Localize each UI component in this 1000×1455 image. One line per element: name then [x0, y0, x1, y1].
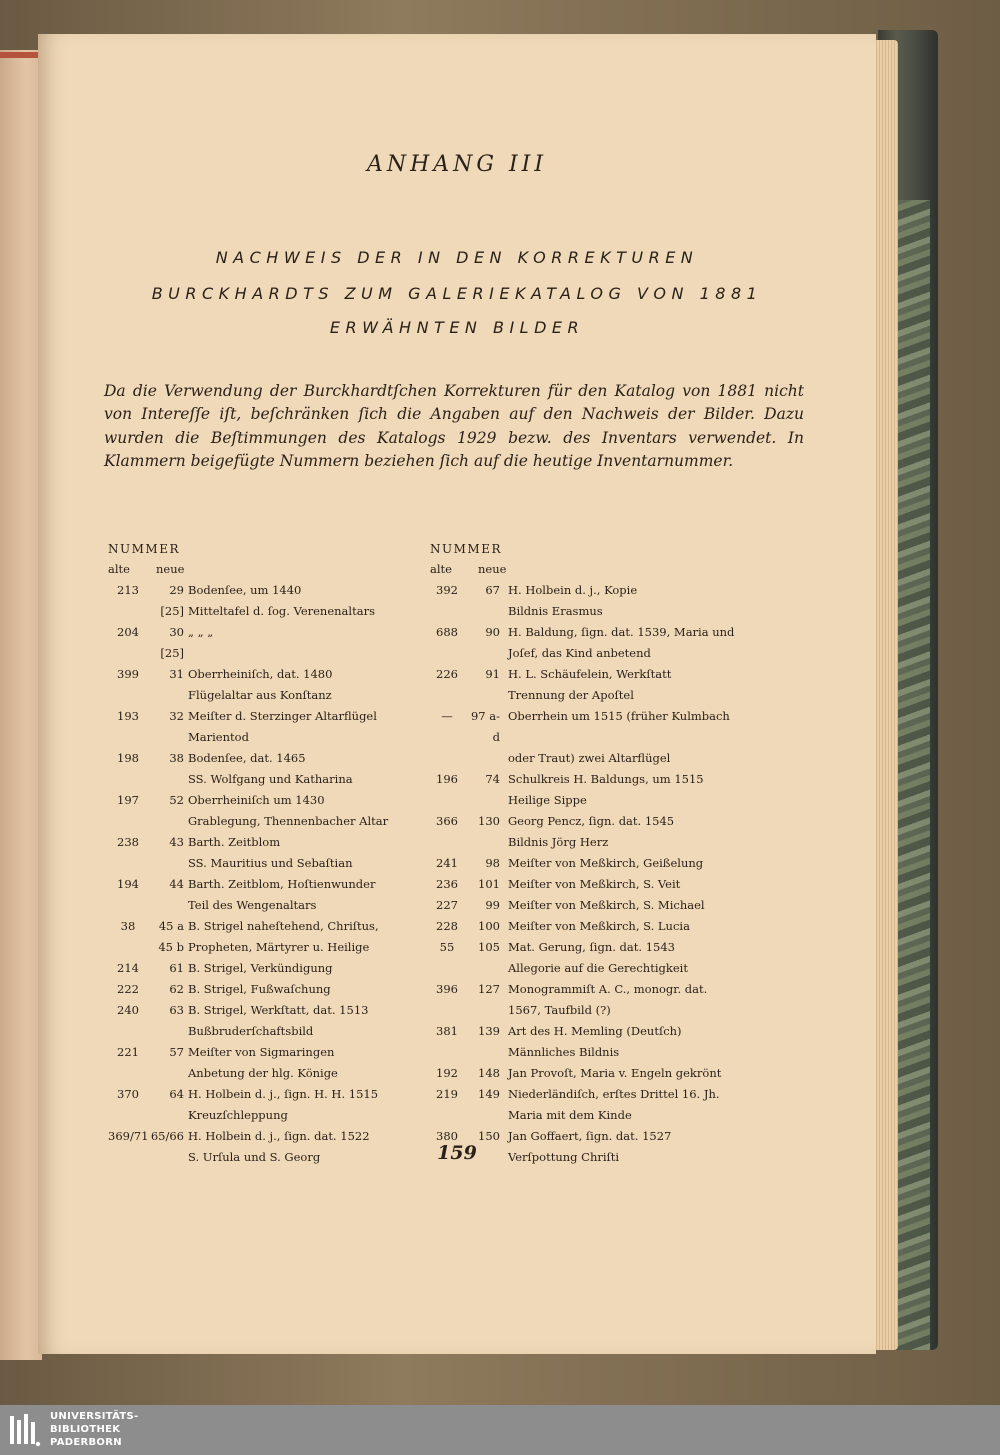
entry-old-number: [108, 937, 148, 958]
table-row: [108, 685, 448, 706]
book-page: [38, 34, 876, 1354]
entry-description: Meiſter von Meßkirch, S. Lucia: [508, 919, 690, 933]
entry-old-number: [430, 1105, 464, 1126]
entry-new-number: 61: [169, 961, 184, 975]
entry-old-number: 197: [117, 793, 139, 807]
column-header-title: NUMMER: [430, 542, 502, 556]
entry-description: H. Holbein d. j., ſign. H. H. 1515: [188, 1087, 379, 1101]
entry-description: Meiſter von Meßkirch, Geißelung: [508, 856, 704, 870]
table-row: [430, 832, 775, 853]
entry-description: H. L. Schäufelein, Werkſtatt: [508, 667, 672, 681]
entry-old-number: [430, 685, 464, 706]
entry-new-number: 97 a-d: [470, 709, 500, 744]
entry-old-number: [430, 832, 464, 853]
entry-description: Trennung der Apoſtel: [508, 688, 634, 702]
entry-description: Oberrheiniſch, dat. 1480: [188, 667, 333, 681]
left-rows: [108, 580, 448, 1168]
page-number: 159: [437, 1142, 477, 1164]
entry-description: Jan Provoſt, Maria v. Engeln gekrönt: [508, 1066, 722, 1080]
entry-old-number: [108, 601, 148, 622]
entry-old-number: 219: [436, 1087, 458, 1101]
entry-new-number: 148: [478, 1066, 500, 1080]
entry-old-number: [108, 769, 148, 790]
table-row: [430, 937, 775, 958]
entry-description: H. Holbein d. j., Kopie: [508, 583, 638, 597]
table-row: [108, 979, 448, 1000]
table-row: [430, 685, 775, 706]
table-row: [108, 664, 448, 685]
table-row: [108, 874, 448, 895]
table-row: [430, 643, 775, 664]
entry-new-number: 45 a: [158, 919, 184, 933]
table-row: [430, 1105, 775, 1126]
entry-new-number: [464, 958, 508, 979]
table-row: [430, 790, 775, 811]
entry-description: Allegorie auf die Gerechtigkeit: [508, 961, 688, 975]
table-row: [108, 748, 448, 769]
entry-old-number: —: [441, 709, 453, 723]
entry-old-number: 226: [436, 667, 458, 681]
entry-description: Verſpottung Chriſti: [508, 1150, 620, 1164]
entry-new-number: 91: [485, 667, 500, 681]
entry-old-number: 370: [117, 1087, 139, 1101]
entry-old-number: [430, 1042, 464, 1063]
entry-old-number: [430, 1000, 464, 1021]
entry-description: Barth. Zeitblom: [188, 835, 281, 849]
entry-new-number: [464, 685, 508, 706]
entry-new-number: [464, 790, 508, 811]
entry-old-number: [108, 1105, 148, 1126]
entry-old-number: [108, 853, 148, 874]
entry-new-number: 57: [169, 1045, 184, 1059]
entry-description: Mitteltafel d. ſog. Verenenaltars: [188, 604, 375, 618]
table-row: [430, 853, 775, 874]
entry-description: Bodenſee, dat. 1465: [188, 751, 306, 765]
heading-line-3: ERWÄHNTEN BILDER: [329, 318, 585, 337]
table-row: [430, 580, 775, 601]
entry-description: Heilige Sippe: [508, 793, 587, 807]
table-row: [430, 895, 775, 916]
entry-old-number: [430, 748, 464, 769]
table-row: [108, 1000, 448, 1021]
entry-description: Propheten, Märtyrer u. Heilige: [188, 940, 370, 954]
entry-new-number: [464, 643, 508, 664]
intro-paragraph: Da die Verwendung der Burckhardtſchen Korrekturen für den Katalog von 1881 nicht von Intereſſe iſt, beſchränken ſich die Angaben auf den Nachweis der Bilder. Dazu wurden die Beſtimmungen des Katalogs 1929 bezw. des Inventars verwendet. In Klammern beigefügte Nummern beziehen ſich auf die heutige Inventarnummer.: [104, 382, 804, 470]
entry-description: B. Strigel naheſtehend, Chriſtus,: [188, 919, 379, 933]
entry-old-number: 392: [436, 583, 458, 597]
left-page-edge: [0, 50, 42, 1360]
entry-description: Männliches Bildnis: [508, 1045, 620, 1059]
entry-description: oder Traut) zwei Altarflügel: [508, 751, 671, 765]
entry-new-number: 67: [485, 583, 500, 597]
table-row: [108, 790, 448, 811]
entry-new-number: [464, 832, 508, 853]
library-name-line: PADERBORN: [50, 1437, 122, 1448]
entry-old-number: 396: [436, 982, 458, 996]
column-header-neue: neue: [478, 562, 507, 576]
entry-old-number: [430, 601, 464, 622]
entry-description: Meiſter d. Sterzinger Altarflügel: [188, 709, 377, 723]
column-subheader: [108, 559, 448, 580]
entry-description: Marientod: [188, 730, 249, 744]
entry-new-number: 45 b: [158, 940, 184, 954]
library-name-line: UNIVERSITÄTS-: [50, 1411, 139, 1422]
library-name: [50, 1410, 139, 1449]
entry-description: SS. Wolfgang und Katharina: [188, 772, 353, 786]
entry-new-number: [464, 601, 508, 622]
table-row: [430, 1084, 775, 1105]
entry-old-number: [108, 685, 148, 706]
entry-new-number: [148, 853, 188, 874]
table-row: [108, 706, 448, 727]
entry-new-number: [148, 769, 188, 790]
table-row: [108, 811, 448, 832]
right-rows: [430, 580, 775, 1168]
entry-old-number: 38: [120, 919, 136, 933]
entry-old-number: [108, 727, 148, 748]
entry-old-number: 214: [117, 961, 139, 975]
column-header-alte: alte: [108, 562, 130, 576]
table-row: [108, 601, 448, 622]
entry-old-number: 192: [436, 1066, 458, 1080]
entry-new-number: 29: [169, 583, 184, 597]
table-row: [430, 769, 775, 790]
entry-description: Georg Pencz, ſign. dat. 1545: [508, 814, 675, 828]
entry-new-number: 65/66: [150, 1129, 184, 1143]
library-logo-icon: [8, 1412, 42, 1448]
table-row: [430, 664, 775, 685]
entry-new-number: 43: [169, 835, 184, 849]
appendix-title: ANHANG III: [366, 152, 548, 177]
entry-new-number: [464, 1042, 508, 1063]
entry-description: SS. Mauritius und Sebaſtian: [188, 856, 353, 870]
table-left-column: [108, 539, 448, 1168]
entry-old-number: [108, 895, 148, 916]
entry-old-number: 228: [436, 919, 458, 933]
table-row: [108, 853, 448, 874]
entry-old-number: 399: [117, 667, 139, 681]
table-row: [108, 1021, 448, 1042]
entry-new-number: [464, 748, 508, 769]
table-row: [430, 748, 775, 769]
entry-old-number: 381: [436, 1024, 458, 1038]
entry-old-number: 380: [436, 1129, 458, 1143]
entry-old-number: [430, 790, 464, 811]
column-header-title: NUMMER: [108, 542, 180, 556]
entry-new-number: 105: [478, 940, 500, 954]
table-row: [108, 727, 448, 748]
entry-description: Meiſter von Meßkirch, S. Veit: [508, 877, 681, 891]
table-row: [430, 916, 775, 937]
table-row: [108, 1063, 448, 1084]
table-row: [430, 706, 775, 748]
table-row: [430, 1021, 775, 1042]
entry-description: H. Holbein d. j., ſign. dat. 1522: [188, 1129, 370, 1143]
entry-new-number: 101: [478, 877, 500, 891]
table-row: [108, 769, 448, 790]
entry-description: Kreuzſchleppung: [188, 1108, 288, 1122]
entry-old-number: 238: [117, 835, 139, 849]
table-row: [108, 580, 448, 601]
entry-old-number: [108, 1021, 148, 1042]
entry-description: Grablegung, Thennenbacher Altar: [188, 814, 389, 828]
entry-description: Joſef, das Kind anbetend: [508, 646, 651, 660]
entry-old-number: 688: [436, 625, 458, 639]
entry-old-number: 369/71: [108, 1129, 149, 1143]
entry-old-number: 221: [117, 1045, 139, 1059]
entry-description: Bildnis Erasmus: [508, 604, 603, 618]
column-header-alte: alte: [430, 562, 452, 576]
entry-new-number: 30 [25]: [160, 625, 184, 660]
entry-new-number: [148, 811, 188, 832]
entry-new-number: 52: [169, 793, 184, 807]
entry-new-number: 64: [169, 1087, 184, 1101]
entry-new-number: 98: [485, 856, 500, 870]
table-row: [430, 958, 775, 979]
entry-old-number: 196: [436, 772, 458, 786]
entry-old-number: 213: [117, 583, 139, 597]
entry-description: Anbetung der hlg. Könige: [188, 1066, 338, 1080]
entry-description: Art des H. Memling (Deutſch): [508, 1024, 682, 1038]
entry-description: B. Strigel, Werkſtatt, dat. 1513: [188, 1003, 369, 1017]
column-subheader: [430, 559, 775, 580]
table-row: [108, 1105, 448, 1126]
entry-new-number: 127: [478, 982, 500, 996]
entry-new-number: 32: [169, 709, 184, 723]
table-row: [108, 832, 448, 853]
entry-new-number: 31: [169, 667, 184, 681]
heading-line-2: BURCKHARDTS ZUM GALERIEKATALOG VON 1881: [151, 284, 763, 303]
entry-old-number: [430, 643, 464, 664]
library-name-line: BIBLIOTHEK: [50, 1424, 121, 1435]
table-row: [430, 1042, 775, 1063]
entry-old-number: 204: [117, 625, 139, 639]
entry-new-number: 90: [485, 625, 500, 639]
entry-description: Flügelaltar aus Konſtanz: [188, 688, 332, 702]
table-row: [430, 1000, 775, 1021]
entry-description: B. Strigel, Fußwaſchung: [188, 982, 331, 996]
table-row: [108, 937, 448, 958]
entry-description: B. Strigel, Verkündigung: [188, 961, 333, 975]
library-footer: [0, 1405, 1000, 1455]
entry-description: S. Urſula und S. Georg: [188, 1150, 321, 1164]
entry-new-number: [148, 727, 188, 748]
entry-description: Jan Goffaert, ſign. dat. 1527: [508, 1129, 672, 1143]
table-row: [108, 1084, 448, 1105]
entry-old-number: 194: [117, 877, 139, 891]
entry-old-number: 193: [117, 709, 139, 723]
entry-old-number: 227: [436, 898, 458, 912]
entry-description: Bußbruderſchaftsbild: [188, 1024, 314, 1038]
entry-new-number: 139: [478, 1024, 500, 1038]
entry-old-number: 222: [117, 982, 139, 996]
entry-description: Maria mit dem Kinde: [508, 1108, 632, 1122]
entry-new-number: 100: [478, 919, 500, 933]
entry-new-number: [25]: [160, 604, 184, 618]
table-row: [430, 1063, 775, 1084]
table-row: [430, 811, 775, 832]
entry-new-number: 62: [169, 982, 184, 996]
entry-description: „ „ „: [188, 625, 214, 639]
entry-new-number: [148, 1105, 188, 1126]
entry-new-number: 149: [478, 1087, 500, 1101]
table-row: [430, 601, 775, 622]
entry-description: Bodenſee, um 1440: [188, 583, 302, 597]
entry-description: 1567, Taufbild (?): [508, 1003, 611, 1017]
table-row: [108, 916, 448, 937]
entry-old-number: [108, 1063, 148, 1084]
entry-old-number: 236: [436, 877, 458, 891]
entry-old-number: 366: [436, 814, 458, 828]
entry-description: Teil des Wengenaltars: [188, 898, 317, 912]
table-row: [430, 874, 775, 895]
entry-description: H. Baldung, ſign. dat. 1539, Maria und: [508, 625, 735, 639]
marbled-cover: [895, 200, 930, 1350]
entry-new-number: 74: [485, 772, 500, 786]
entry-new-number: [464, 1000, 508, 1021]
entry-new-number: [464, 1105, 508, 1126]
table-row: [108, 958, 448, 979]
entry-new-number: 130: [478, 814, 500, 828]
entry-new-number: 44: [169, 877, 184, 891]
entry-description: Oberrheiniſch um 1430: [188, 793, 325, 807]
entry-old-number: [108, 811, 148, 832]
table-row: [430, 622, 775, 643]
entry-new-number: 150: [478, 1129, 500, 1143]
entry-new-number: 63: [169, 1003, 184, 1017]
entry-description: Monogrammiſt A. C., monogr. dat.: [508, 982, 708, 996]
entry-description: Meiſter von Meßkirch, S. Michael: [508, 898, 705, 912]
entry-old-number: 240: [117, 1003, 139, 1017]
entry-old-number: 241: [436, 856, 458, 870]
column-header-neue: neue: [156, 562, 185, 576]
entry-new-number: [148, 1021, 188, 1042]
entry-description: Barth. Zeitblom, Hoſtienwunder: [188, 877, 376, 891]
table-row: [430, 979, 775, 1000]
entry-description: Meiſter von Sigmaringen: [188, 1045, 335, 1059]
entry-old-number: 198: [117, 751, 139, 765]
heading-line-1: NACHWEIS DER IN DEN KORREKTUREN: [215, 248, 699, 267]
entry-description: Bildnis Jörg Herz: [508, 835, 609, 849]
entry-new-number: [148, 685, 188, 706]
entry-new-number: 99: [485, 898, 500, 912]
entry-description: Schulkreis H. Baldungs, um 1515: [508, 772, 704, 786]
entry-description: Mat. Gerung, ſign. dat. 1543: [508, 940, 675, 954]
left-page-bookmark: [0, 52, 40, 58]
entry-description: Niederländiſch, erſtes Drittel 16. Jh.: [508, 1087, 720, 1101]
table-right-column: [430, 539, 775, 1168]
table-row: [108, 895, 448, 916]
entry-old-number: 55: [439, 940, 455, 954]
entry-old-number: [430, 958, 464, 979]
table-row: [108, 1042, 448, 1063]
entry-new-number: [148, 1063, 188, 1084]
entry-description: Oberrhein um 1515 (früher Kulmbach: [508, 709, 730, 723]
entry-new-number: 38: [169, 751, 184, 765]
entry-new-number: [148, 895, 188, 916]
table-row: [108, 622, 448, 664]
